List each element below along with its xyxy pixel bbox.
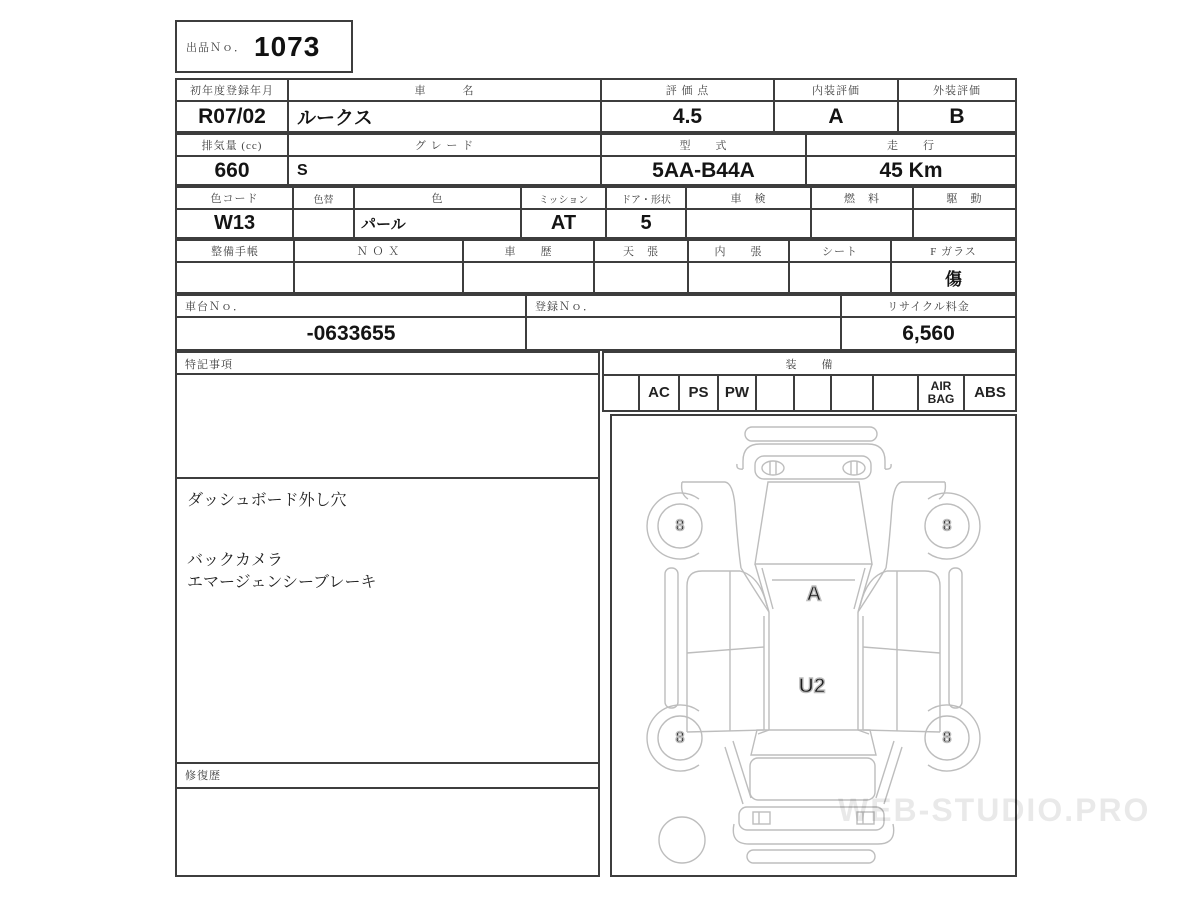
score-value: 4.5: [602, 102, 775, 131]
recycle-fee-label: リサイクル料金: [887, 301, 970, 313]
right-sill-shape: [949, 568, 962, 708]
row-maintenance-history: [175, 239, 1017, 294]
special-notes-empty-box: [175, 373, 600, 479]
headliner-label: 天 張: [623, 246, 659, 258]
equipment-cell-ps: PS: [680, 376, 719, 410]
chassis-no-label: 車台Ｎｏ．: [185, 301, 245, 313]
row1-headers: [177, 80, 1015, 102]
windshield-shape: [755, 482, 872, 564]
rear-bar-shape: [747, 850, 875, 863]
front-glass-value: 傷: [945, 270, 962, 289]
car-name-label: 車 名: [414, 85, 475, 97]
exterior-score-value: B: [949, 104, 965, 128]
transmission-value: AT: [522, 210, 607, 237]
spare-tire-shape: [659, 817, 705, 863]
inspection-value: [687, 210, 812, 237]
equipment-cell-abs: ABS: [974, 384, 1006, 402]
row3-values: [177, 210, 1015, 237]
left-quarter-lines: [725, 741, 751, 804]
car-history-value: [464, 263, 595, 292]
roof-bar-shape: [745, 427, 877, 441]
hood-mark: A: [806, 582, 822, 606]
front-left-wheel-mark: 8: [675, 517, 685, 535]
color-code-value: W13: [177, 210, 294, 237]
special-notes-header: [175, 351, 600, 375]
row5-values: [177, 318, 1015, 349]
row2-headers: [177, 135, 1015, 157]
right-door-dividers: [863, 571, 940, 731]
row-displacement-grade-model: [175, 133, 1017, 186]
special-notes-box: [175, 477, 600, 764]
inspection-label: 車 検: [730, 193, 767, 205]
rear-window-shape: [751, 730, 876, 755]
displacement-label: 排気量 (cc): [201, 140, 263, 152]
left-front-wheel-arch: [647, 493, 699, 559]
equipment-cell: [832, 376, 874, 410]
color-change-value: [294, 210, 355, 237]
floor-mark: U2: [798, 674, 826, 698]
right-headlight-detail: [851, 462, 857, 475]
seat-value: [790, 263, 892, 292]
mileage-value: 45 Km: [879, 158, 943, 182]
special-notes-label: 特記事項: [185, 359, 233, 371]
row-registration-name-scores: [175, 78, 1017, 133]
left-a-pillar: [741, 568, 769, 612]
equipment-cell: [795, 376, 832, 410]
grade-label: グ レ ー ド: [414, 140, 475, 152]
row-chassis-recycle: [175, 294, 1017, 351]
row1-values: [177, 102, 1015, 131]
color-change-label: 色替: [313, 194, 334, 206]
first-registration-value: R07/02: [177, 102, 289, 131]
left-taillight-shape: [753, 812, 770, 824]
door-trim-value: [689, 263, 790, 292]
color-value: パール: [355, 210, 522, 237]
rear-right-wheel-mark: 8: [942, 729, 952, 747]
row5-headers: [177, 296, 1015, 318]
lot-number-label: 出品Ｎｏ．: [186, 41, 246, 54]
registration-no-label: 登録Ｎｏ．: [535, 301, 595, 313]
equipment-cell: [874, 376, 919, 410]
equipment-cell: [757, 376, 795, 410]
left-door-dividers: [687, 571, 764, 731]
equipment-cell: [604, 376, 640, 410]
grade-value: S: [289, 157, 602, 184]
model-code-value: 5AA-B44A: [602, 157, 807, 184]
fuel-label: 燃 料: [844, 193, 880, 205]
equipment-cell-pw: PW: [719, 376, 757, 410]
repair-history-header: [175, 762, 600, 789]
roof-side-edges: [769, 612, 858, 730]
right-headlight-shape: [843, 461, 865, 475]
headliner-value: [595, 263, 689, 292]
left-headlight-shape: [762, 461, 784, 475]
row-color-mission-doors: [175, 186, 1017, 239]
lot-number-value: 1073: [254, 30, 321, 62]
repair-history-label: 修復歴: [185, 770, 221, 782]
first-registration-label: 初年度登録年月: [190, 85, 274, 97]
right-rear-wheel-arch: [928, 705, 980, 771]
door-trim-label: 内 張: [714, 246, 763, 258]
chassis-no-value: -0633655: [177, 318, 527, 349]
color-code-label: 色コード: [210, 193, 259, 205]
rear-left-wheel-mark: 8: [675, 729, 685, 747]
exterior-score-label: 外装評価: [933, 85, 981, 97]
equipment-row: [602, 374, 1017, 412]
door-shape-value: 5: [607, 210, 687, 237]
row4-values: [177, 263, 1015, 292]
row4-headers: [177, 241, 1015, 263]
note-line: ダッシュボード外し穴: [187, 492, 347, 509]
drive-value: [914, 210, 1015, 237]
mileage-label: 走 行: [887, 140, 935, 152]
equipment-cell-ac: AC: [640, 376, 680, 410]
left-sill-shape: [665, 568, 678, 708]
front-right-wheel-mark: 8: [942, 517, 952, 535]
registration-no-value: [527, 318, 842, 349]
equipment-header: [602, 351, 1017, 376]
recycle-fee-value: 6,560: [902, 321, 955, 345]
equipment-cell-airbag: AIR BAG: [919, 376, 965, 410]
note-line: バックカメラ: [187, 552, 284, 569]
fuel-value: [812, 210, 914, 237]
left-rear-wheel-arch: [647, 705, 699, 771]
maintenance-book-value: [177, 263, 295, 292]
door-shape-label: ドア・形状: [621, 194, 671, 206]
row3-headers: [177, 188, 1015, 210]
right-front-wheel-arch: [928, 493, 980, 559]
equipment-label: 装 備: [785, 358, 834, 371]
drive-label: 駆 動: [946, 193, 983, 205]
right-a-pillar: [858, 568, 886, 612]
watermark: WEB-STUDIO.PRO: [838, 792, 1151, 828]
maintenance-book-label: 整備手帳: [211, 246, 259, 258]
transmission-label: ミッション: [538, 194, 589, 206]
seat-label: シート: [822, 246, 858, 258]
interior-score-value: A: [775, 102, 899, 131]
front-glass-label: F ガラス: [930, 246, 977, 258]
car-history-label: 車 歴: [504, 246, 553, 258]
lot-number-box: [175, 20, 353, 73]
displacement-value: 660: [177, 157, 289, 184]
nox-value: [295, 263, 464, 292]
model-code-label: 型 式: [679, 140, 728, 152]
nox-label: Ｎ Ｏ Ｘ: [356, 246, 401, 258]
note-line: エマージェンシーブレーキ: [187, 574, 377, 591]
interior-score-label: 内装評価: [812, 85, 860, 97]
score-label: 評 価 点: [665, 85, 710, 97]
front-bumper-ends: [737, 464, 891, 469]
left-headlight-detail: [770, 462, 776, 475]
car-name-value: ルークス: [289, 102, 602, 131]
color-label: 色: [431, 193, 444, 205]
row2-values: [177, 157, 1015, 184]
repair-history-box: [175, 787, 600, 877]
